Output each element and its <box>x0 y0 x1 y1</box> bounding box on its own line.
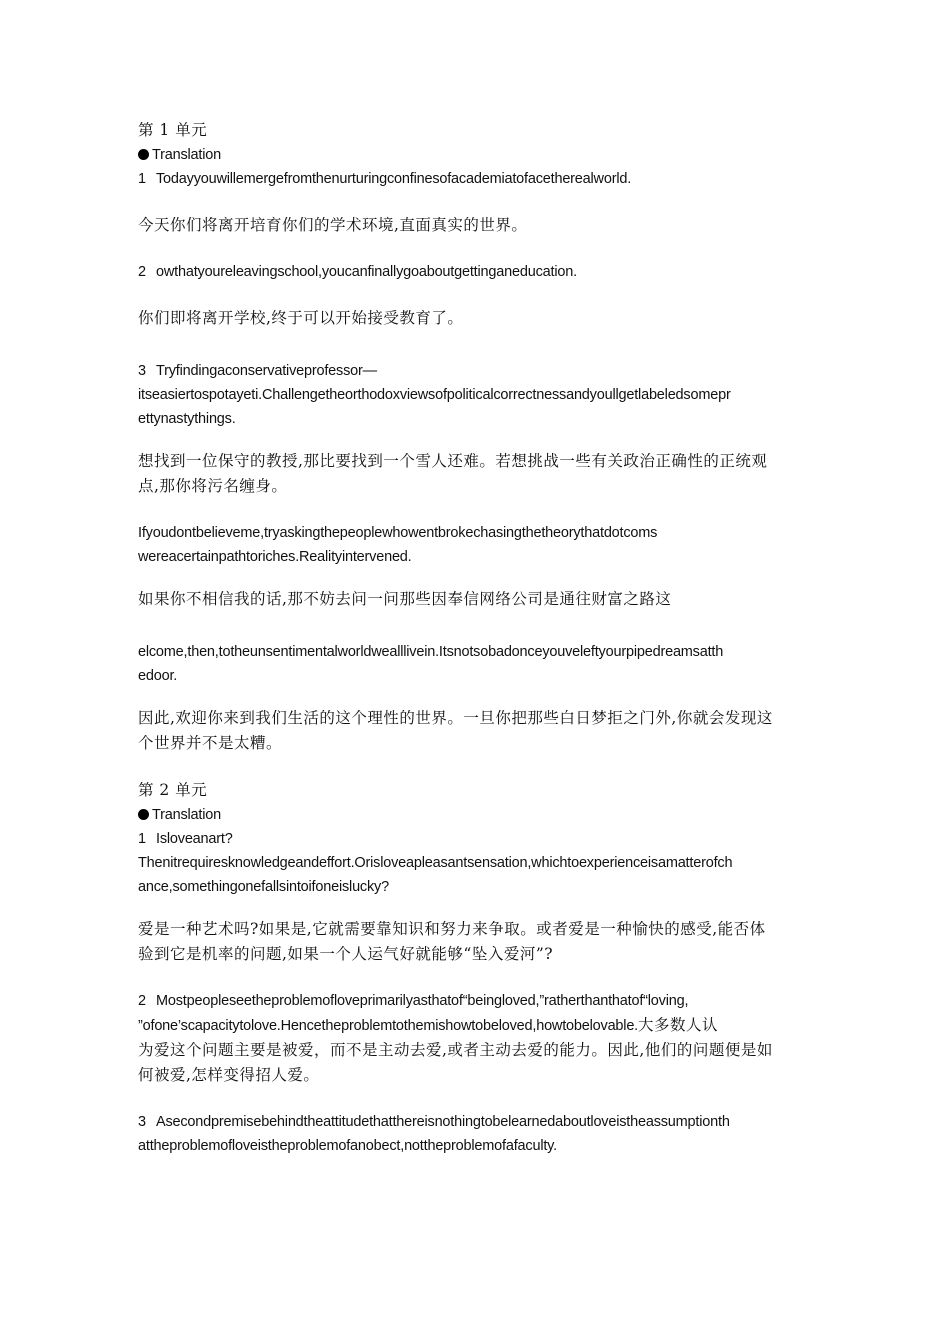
chinese-paragraph <box>138 587 818 612</box>
english-text: Thenitrequiresknowledgeandeffort.Orisloveapleasantsensation,whichtoexperienceisamatterofch <box>138 855 733 871</box>
chinese-text: 因此,欢迎你来到我们生活的这个理性的世界。一旦你把那些白日梦拒之门外,你就会发现这 <box>138 709 773 727</box>
translation-label: Translation <box>152 147 221 163</box>
chinese-text: 为爱这个问题主要是被爱，而不是主动去爱,或者主动去爱的能力。因此,他们的问题便是如 <box>138 1041 773 1059</box>
chinese-paragraph <box>138 449 818 499</box>
chinese-text: 个世界并不是太糟。 <box>138 734 283 752</box>
bullet-icon <box>138 809 149 820</box>
english-text: wereacertainpathtoriches.Realityintervened. <box>138 549 412 565</box>
mixed-paragraph <box>138 989 818 1088</box>
english-paragraph <box>138 640 818 688</box>
item-number: 3 <box>138 1114 146 1130</box>
item-number: 1 <box>138 171 146 187</box>
english-text: Tryfindingaconservativeprofessor— <box>156 363 377 379</box>
english-paragraph <box>138 167 818 191</box>
english-text: owthatyoureleavingschool,youcanfinallygoaboutgettinganeducation. <box>156 264 577 280</box>
english-text: edoor. <box>138 668 178 684</box>
english-paragraph <box>138 521 818 569</box>
english-paragraph <box>138 359 818 431</box>
english-paragraph <box>138 260 818 284</box>
english-text: Asecondpremisebehindtheattitudethatthereisnothingtobelearnedaboutloveistheassumptionth <box>156 1114 730 1130</box>
chinese-text: 验到它是机率的问题,如果一个人运气好就能够“坠入爱河”? <box>138 945 554 963</box>
english-text: ettynastythings. <box>138 411 236 427</box>
chinese-text: 点,那你将污名缠身。 <box>138 477 288 495</box>
chinese-text: 何被爱,怎样变得招人爱。 <box>138 1066 320 1084</box>
english-paragraph <box>138 827 818 899</box>
english-text: ance,somethingonefallsintoifoneislucky? <box>138 879 389 895</box>
chinese-paragraph <box>138 306 818 331</box>
english-text: Ifyoudontbelieveme,tryaskingthepeoplewhowentbrokechasingthetheorythatdotcoms <box>138 525 658 541</box>
item-number: 1 <box>138 831 146 847</box>
chinese-text: 大多数人认 <box>638 1016 719 1034</box>
english-text: attheproblemofloveistheproblemofanobect,nottheproblemofafaculty. <box>138 1138 557 1154</box>
english-text: Todayyouwillemergefromthenurturingconfinesofacademiatofacetherealworld. <box>156 171 632 187</box>
item-number: 2 <box>138 993 146 1009</box>
translation-label-row <box>138 143 818 167</box>
unit-1-heading: 第 1 单元 <box>138 121 208 139</box>
chinese-paragraph <box>138 213 818 238</box>
english-text: Isloveanart? <box>156 831 233 847</box>
chinese-text: 如果你不相信我的话,那不妨去问一问那些因奉信网络公司是通往财富之路这 <box>138 590 672 608</box>
item-number: 2 <box>138 264 146 280</box>
english-text: elcome,then,totheunsentimentalworldwealllivein.Itsnotsobadonceyouveleftyourpipedreamsatth <box>138 644 724 660</box>
translation-label-row <box>138 803 818 827</box>
chinese-paragraph <box>138 917 818 967</box>
item-number: 3 <box>138 363 146 379</box>
unit-2-heading: 第 2 单元 <box>138 781 208 799</box>
chinese-text: 今天你们将离开培育你们的学术环境,直面真实的世界。 <box>138 216 528 234</box>
chinese-text: 想找到一位保守的教授,那比要找到一个雪人还难。若想挑战一些有关政治正确性的正统观 <box>138 452 768 470</box>
document-page <box>138 118 818 1158</box>
english-text: ”ofone’scapacitytolove.Hencetheproblemtothemishowtobeloved,howtobelovable. <box>138 1018 639 1034</box>
english-text: Mostpeopleseetheproblemofloveprimarilyasthatof“beingloved,”ratherthanthatof“loving, <box>156 993 689 1009</box>
english-paragraph <box>138 1110 818 1158</box>
bullet-icon <box>138 149 149 160</box>
english-text: itseasiertospotayeti.Challengetheorthodoxviewsofpoliticalcorrectnessandyoullgetlabeledsomepr <box>138 387 731 403</box>
translation-label: Translation <box>152 807 221 823</box>
chinese-text: 你们即将离开学校,终于可以开始接受教育了。 <box>138 309 464 327</box>
chinese-text: 爱是一种艺术吗?如果是,它就需要靠知识和努力来争取。或者爱是一种愉快的感受,能否体 <box>138 920 766 938</box>
chinese-paragraph <box>138 706 818 756</box>
